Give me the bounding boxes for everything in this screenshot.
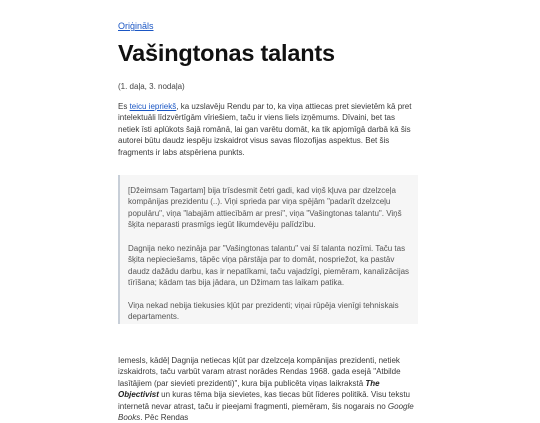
chapter-subtitle: (1. daļa, 3. nodaļa) <box>118 82 185 91</box>
intro-paragraph <box>118 101 418 158</box>
book-source: Google Books <box>118 401 414 423</box>
outro-pre: Iemesls, kādēļ Dagnija netiecas kļūt par dzelzceļa kompānijas prezidenti, netiek izskaidrots, taču varbūt varam atrast norādes Rendas 1968. gada esejā "Atbilde lasītājiem (par sievieti prezidenti)", kura bija publicēta viņas laikrakstā <box>118 356 401 388</box>
intro-pre-link: Es <box>118 102 130 111</box>
outro-paragraph <box>118 355 418 423</box>
intro-text: , ka uzslavēju Rendu par to, ka viņa attiecas pret sievietēm kā pret intelektuāli līdzvērtīgām vīriešiem, taču ir viens liels izņēmums. Dīvaini, bet tas netiek īsti aplūkots šajā romānā, lai gan varētu domāt, ka tik apjomīgā darbā kā šis autorei būtu daudz iespēju izskaidrot visus savas filozofijas aspektus. Bet šis fragments ir labs atspēriena punkts. <box>118 102 412 157</box>
quote-paragraph-3: Viņa nekad nebija tiekusies kļūt par prezidenti; viņai rūpēja vienīgi tehniskais departaments. <box>128 301 399 322</box>
quote-paragraph-1: [Džeimsam Tagartam] bija trīsdesmit četri gadi, kad viņš kļuva par dzelzceļa kompānijas prezidentu (..). Viņi sprieda par viņa spējām "padarīt dzelzceļu populāru", viņa "labajām attiecībām ar presi", viņa "Vašingtonas talantu". Viņš šķita neparasti prasmīgs iegūt likumdevēju palīdzību. <box>128 186 402 230</box>
outro-mid: un kuras tēma bija sievietes, kas tiecas būt līderes politikā. Visu tekstu internetā nevar atrast, taču ir pieejami fragmenti, piemēram, šis nogarais no <box>118 390 410 411</box>
magazine-title: The Objectivist <box>118 378 380 400</box>
outro-post: . Pēc Rendas <box>140 413 189 423</box>
previous-post-link[interactable]: teicu iepriekš <box>129 102 177 111</box>
blockquote <box>118 175 418 324</box>
original-link[interactable]: Oriģināls <box>118 21 154 31</box>
quote-paragraph-2: Dagnija neko nezināja par "Vašingtonas talantu" vai šī talanta nozīmi. Taču tas šķita nepieciešams, tāpēc viņa pārstāja par to domāt, nospriežot, ka pastāv daudz dažādu darbu, kas ir nepatīkami, taču vajadzīgi, piemēram, kanalizācijas tīrīšana; kādam tas bija jādara, un Džimam tas laikam patika. <box>128 244 410 288</box>
page-title: Vašingtonas talants <box>118 40 335 66</box>
